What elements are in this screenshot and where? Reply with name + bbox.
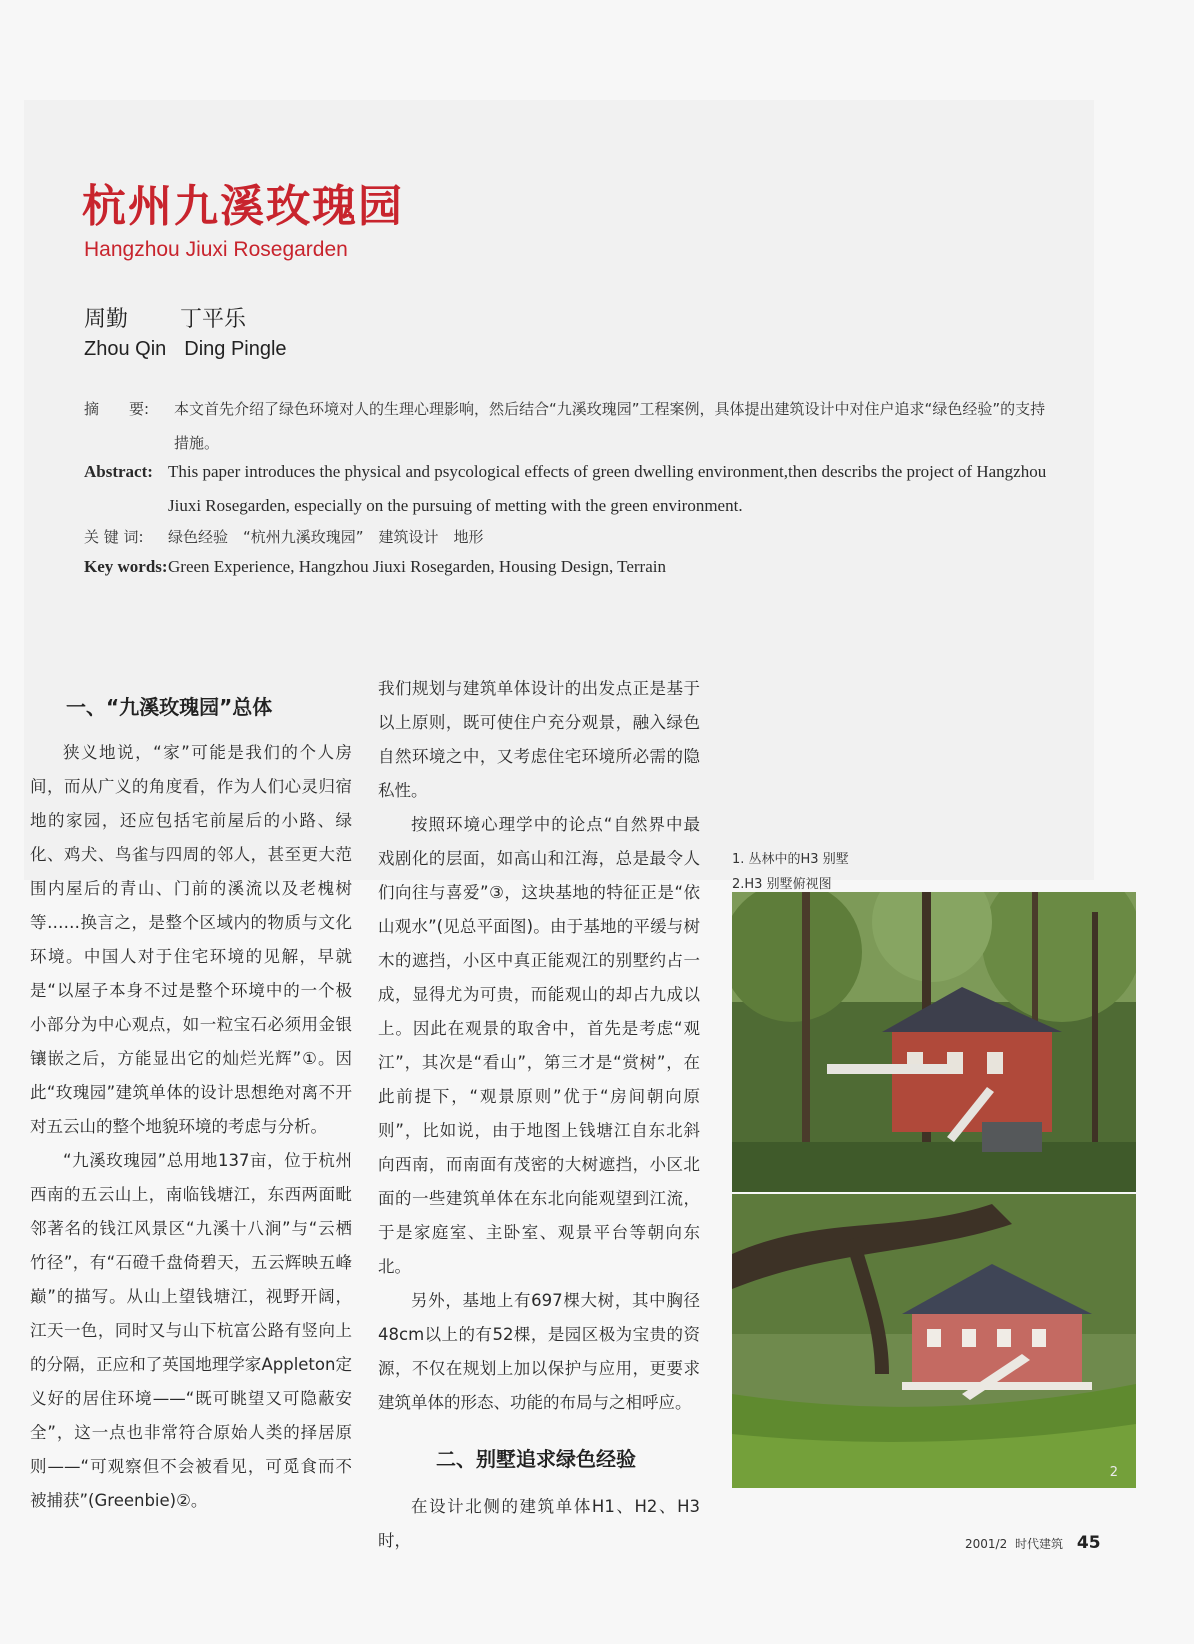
paragraph: “九溪玫瑰园”总用地137亩，位于杭州西南的五云山上，南临钱塘江，东西两面毗邻著名的钱江风景区“九溪十八涧”与“云栖竹径”，有“石磴千盘倚碧天，五云辉映五峰巅”的描写。从山上望钱塘江，视野开阔，江天一色，同时又与山下杭富公路有竖向上的分隔，正应和了英国地理学家Appleton定义好的居住环境——“既可眺望又可隐蔽安全”，这一点也非常符合原始人类的择居原则——“可观察但不会被看见，可觅食而不被捕获”(Greenbie)②。 <box>30 1151 352 1510</box>
paragraph: 在设计北侧的建筑单体H1、H2、H3时， <box>378 1497 700 1550</box>
title-english: Hangzhou Jiuxi Rosegarden <box>84 238 348 261</box>
author-cn-1: 周勤 <box>84 307 129 332</box>
keywords-cn-text: 绿色经验 “杭州九溪玫瑰园” 建筑设计 地形 <box>168 528 484 546</box>
authors-english <box>84 338 287 361</box>
body-column-2 <box>378 672 700 1558</box>
author-en-2: Ding Pingle <box>184 338 287 360</box>
paragraph: 按照环境心理学中的论点“自然界中最戏剧化的层面，如高山和江海，总是最令人们向往与喜爱”③，这块基地的特征正是“依山观水”(见总平面图)。由于基地的平缓与树木的遮挡，小区中真正能观江的别墅约占一成，显得尤为可贵，而能观山的却占九成以上。因此在观景的取舍中，首先是考虑“观江”，其次是“看山”，第三才是“赏树”，在此前提下，“观景原则”优于“房间朝向原则”，比如说，由于地图上钱塘江自东北斜向西南，而南面有茂密的大树遮挡，小区北面的一些建筑单体在东北向能观望到江流，于是家庭室、主卧室、观景平台等朝向东北。 <box>378 815 700 1276</box>
caption-2: 2.H3 别墅俯视图 <box>732 877 832 892</box>
abstract-cn-label: 摘 要: <box>84 400 150 418</box>
footer-journal: 时代建筑 <box>1015 1537 1064 1551</box>
caption-1: 1. 丛林中的H3 别墅 <box>732 852 849 867</box>
body-column-1 <box>30 690 352 1518</box>
photo-number: 2 <box>1109 1465 1118 1480</box>
author-en-1: Zhou Qin <box>84 338 167 360</box>
abstract-cn-text: 本文首先介绍了绿色环境对人的生理心理影响，然后结合“九溪玫瑰园”工程案例，具体提出建筑设计中对住户追求“绿色经验”的支持措施。 <box>174 400 1046 452</box>
title-chinese: 杭州九溪玫瑰园 <box>82 181 404 232</box>
photo-villa-aerial-view <box>732 1194 1136 1488</box>
paragraph: 另外，基地上有697棵大树，其中胸径48cm以上的有52棵，是园区极为宝贵的资源，不仅在规划上加以保护与应用，更要求建筑单体的形态、功能的布局与之相呼应。 <box>378 1291 700 1412</box>
keywords-en-text: Green Experience, Hangzhou Jiuxi Rosegarden, Housing Design, Terrain <box>168 557 666 576</box>
abstract-en-label: Abstract: <box>84 462 153 481</box>
section-1-heading: 一、“九溪玫瑰园”总体 <box>66 695 273 719</box>
keywords-cn-label: 关 键 词: <box>84 528 144 546</box>
photo-captions <box>732 847 849 897</box>
authors-chinese <box>84 302 246 333</box>
page-footer <box>965 1533 1101 1553</box>
author-cn-2: 丁平乐 <box>180 307 247 332</box>
paragraph: 我们规划与建筑单体设计的出发点正是基于以上原则，既可使住户充分观景，融入绿色自然环境之中，又考虑住宅环境所必需的隐私性。 <box>378 679 700 800</box>
keywords-en-label: Key words: <box>84 557 168 576</box>
page-number: 45 <box>1076 1533 1101 1553</box>
abstract-en-text: This paper introduces the physical and psycological effects of green dwelling environment,then describs the project of Hangzhou Jiuxi Rosegarden, especially on the pursuing of metting with the green environment. <box>168 462 1047 515</box>
photo-villa-in-forest <box>732 892 1136 1192</box>
section-2-heading: 二、别墅追求绿色经验 <box>436 1447 636 1471</box>
paragraph: 狭义地说，“家”可能是我们的个人房间，而从广义的角度看，作为人们心灵归宿地的家园，还应包括宅前屋后的小路、绿化、鸡犬、鸟雀与四周的邻人，甚至更大范围内屋后的青山、门前的溪流以及老槐树等……换言之，是整个区域内的物质与文化环境。中国人对于住宅环境的见解，早就是“以屋子本身不过是整个环境中的一个极小部分为中心观点，如一粒宝石必须用金银镶嵌之后，方能显出它的灿烂光辉”①。因此“玫瑰园”建筑单体的设计思想绝对离不开对五云山的整个地貌环境的考虑与分析。 <box>30 743 352 1136</box>
footer-issue: 2001/2 <box>965 1537 1008 1551</box>
